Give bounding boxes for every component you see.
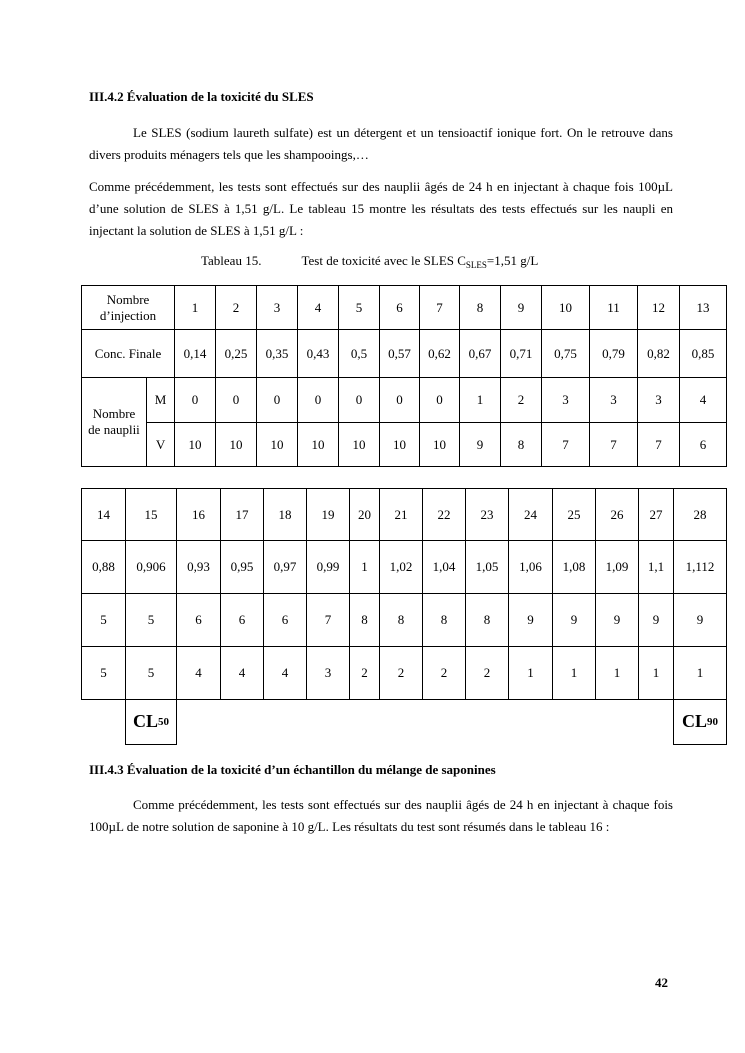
concentration-cell: 0,906 <box>126 541 177 594</box>
mort-row <box>82 378 727 423</box>
mort-label: M <box>147 378 175 423</box>
concentration-cell: 1,05 <box>466 541 509 594</box>
injection-cell: 13 <box>680 286 727 330</box>
injection-cell: 18 <box>264 489 307 541</box>
concentration-cell: 0,14 <box>175 330 216 378</box>
vivant-cell: 4 <box>177 647 221 700</box>
concentration-cell: 0,5 <box>339 330 380 378</box>
injection-cell: 3 <box>257 286 298 330</box>
vivant-cell: 1 <box>639 647 674 700</box>
mort-cell: 8 <box>466 594 509 647</box>
concentration-cell: 0,79 <box>590 330 638 378</box>
concentration-cell: 0,25 <box>216 330 257 378</box>
vivant-cell: 1 <box>596 647 639 700</box>
mort-cell: 7 <box>307 594 350 647</box>
vivant-cell: 10 <box>216 423 257 467</box>
vivant-cell: 7 <box>638 423 680 467</box>
injection-cell: 24 <box>509 489 553 541</box>
injection-cell: 16 <box>177 489 221 541</box>
mort-row <box>82 594 727 647</box>
caption-label: Tableau 15. <box>201 253 262 268</box>
injection-cell: 1 <box>175 286 216 330</box>
mort-cell: 8 <box>423 594 466 647</box>
injection-cell: 4 <box>298 286 339 330</box>
mort-cell: 4 <box>680 378 727 423</box>
vivant-label: V <box>147 423 175 467</box>
vivant-row <box>82 647 727 700</box>
mort-cell: 6 <box>177 594 221 647</box>
mort-cell: 2 <box>501 378 542 423</box>
mort-cell: 6 <box>264 594 307 647</box>
concentration-cell: 0,85 <box>680 330 727 378</box>
concentration-cell: 0,62 <box>420 330 460 378</box>
cl90-marker: CL 90 <box>673 699 727 745</box>
paragraph-sles-method: Comme précédemment, les tests sont effectués sur des nauplii âgés de 24 h en injectant à chaque fois 100µL d’une solution de SLES à 1,51 g/L. Le tableau 15 montre les résultats des tests effectués sur les naupli en injectant la solution de SLES à 1,51 g/L : <box>89 179 673 238</box>
toxicity-table-part1 <box>81 285 727 467</box>
mort-cell: 9 <box>553 594 596 647</box>
vivant-cell: 2 <box>380 647 423 700</box>
concentration-cell: 0,88 <box>82 541 126 594</box>
mort-cell: 0 <box>420 378 460 423</box>
injection-cell: 17 <box>221 489 264 541</box>
injection-cell: 15 <box>126 489 177 541</box>
mort-cell: 5 <box>126 594 177 647</box>
concentration-cell: 0,43 <box>298 330 339 378</box>
concentration-header: Conc. Finale <box>82 330 175 378</box>
caption-subscript: SLES <box>465 260 487 270</box>
concentration-cell: 0,99 <box>307 541 350 594</box>
mort-cell: 9 <box>639 594 674 647</box>
mort-cell: 0 <box>380 378 420 423</box>
vivant-cell: 7 <box>590 423 638 467</box>
page-number: 42 <box>655 975 668 990</box>
vivant-cell: 7 <box>542 423 590 467</box>
mort-cell: 9 <box>509 594 553 647</box>
concentration-cell: 1,1 <box>639 541 674 594</box>
injection-cell: 19 <box>307 489 350 541</box>
injection-cell: 23 <box>466 489 509 541</box>
concentration-cell: 0,67 <box>460 330 501 378</box>
mort-cell: 1 <box>460 378 501 423</box>
mort-cell: 9 <box>674 594 727 647</box>
injection-cell: 14 <box>82 489 126 541</box>
vivant-cell: 10 <box>175 423 216 467</box>
concentration-row <box>82 541 727 594</box>
concentration-cell: 0,57 <box>380 330 420 378</box>
section-heading-sles: III.4.2 Évaluation de la toxicité du SLES <box>89 89 314 104</box>
injection-header: Nombre d’injection <box>82 286 175 330</box>
mort-cell: 0 <box>257 378 298 423</box>
concentration-cell: 1 <box>350 541 380 594</box>
mort-cell: 3 <box>590 378 638 423</box>
vivant-cell: 9 <box>460 423 501 467</box>
injection-cell: 9 <box>501 286 542 330</box>
vivant-cell: 5 <box>82 647 126 700</box>
injection-cell: 28 <box>674 489 727 541</box>
injection-cell: 26 <box>596 489 639 541</box>
vivant-cell: 1 <box>674 647 727 700</box>
concentration-cell: 0,35 <box>257 330 298 378</box>
concentration-cell: 1,06 <box>509 541 553 594</box>
caption-tail: =1,51 g/L <box>486 253 539 268</box>
injection-cell: 22 <box>423 489 466 541</box>
concentration-cell: 1,09 <box>596 541 639 594</box>
injection-cell: 10 <box>542 286 590 330</box>
vivant-cell: 10 <box>420 423 460 467</box>
mort-cell: 0 <box>298 378 339 423</box>
injection-row <box>82 286 727 330</box>
caption-text: Test de toxicité avec le SLES C <box>301 253 466 268</box>
vivant-cell: 6 <box>680 423 727 467</box>
mort-cell: 0 <box>175 378 216 423</box>
injection-cell: 2 <box>216 286 257 330</box>
injection-cell: 12 <box>638 286 680 330</box>
vivant-row <box>82 423 727 467</box>
vivant-cell: 4 <box>264 647 307 700</box>
injection-cell: 25 <box>553 489 596 541</box>
vivant-cell: 1 <box>553 647 596 700</box>
paragraph-saponines-method: Comme précédemment, les tests sont effectués sur des nauplii âgés de 24 h en injectant à chaque fois 100µL de notre solution de saponine à 10 g/L. Les résultats du test sont résumés dans le tableau 16 : <box>89 797 673 834</box>
vivant-cell: 8 <box>501 423 542 467</box>
section-heading-saponines: III.4.3 Évaluation de la toxicité d’un échantillon du mélange de saponines <box>89 762 496 777</box>
injection-cell: 8 <box>460 286 501 330</box>
cl50-marker: CL 50 <box>125 699 177 745</box>
injection-cell: 21 <box>380 489 423 541</box>
mort-cell: 8 <box>380 594 423 647</box>
mort-cell: 5 <box>82 594 126 647</box>
concentration-cell: 1,04 <box>423 541 466 594</box>
nauplii-header: Nombre de nauplii <box>82 378 147 467</box>
mort-cell: 8 <box>350 594 380 647</box>
toxicity-table-part2 <box>81 488 727 700</box>
paragraph-sles-intro: Le SLES (sodium laureth sulfate) est un détergent et un tensioactif ionique fort. On le retrouve dans divers produits ménagers tels que les shampooings,… <box>89 125 673 162</box>
vivant-cell: 3 <box>307 647 350 700</box>
table-caption <box>201 253 538 269</box>
mort-cell: 9 <box>596 594 639 647</box>
vivant-cell: 10 <box>339 423 380 467</box>
injection-cell: 7 <box>420 286 460 330</box>
mort-cell: 0 <box>216 378 257 423</box>
mort-cell: 0 <box>339 378 380 423</box>
concentration-cell: 0,97 <box>264 541 307 594</box>
concentration-row <box>82 330 727 378</box>
concentration-cell: 1,02 <box>380 541 423 594</box>
vivant-cell: 2 <box>423 647 466 700</box>
mort-cell: 3 <box>542 378 590 423</box>
concentration-cell: 1,08 <box>553 541 596 594</box>
concentration-cell: 0,71 <box>501 330 542 378</box>
concentration-cell: 1,112 <box>674 541 727 594</box>
vivant-cell: 10 <box>298 423 339 467</box>
vivant-cell: 1 <box>509 647 553 700</box>
vivant-cell: 10 <box>380 423 420 467</box>
injection-row <box>82 489 727 541</box>
concentration-cell: 0,93 <box>177 541 221 594</box>
injection-cell: 20 <box>350 489 380 541</box>
injection-cell: 5 <box>339 286 380 330</box>
injection-cell: 11 <box>590 286 638 330</box>
concentration-cell: 0,75 <box>542 330 590 378</box>
vivant-cell: 4 <box>221 647 264 700</box>
injection-cell: 6 <box>380 286 420 330</box>
vivant-cell: 2 <box>350 647 380 700</box>
cl90-label: CL <box>681 711 707 731</box>
vivant-cell: 2 <box>466 647 509 700</box>
concentration-cell: 0,82 <box>638 330 680 378</box>
concentration-cell: 0,95 <box>221 541 264 594</box>
vivant-cell: 10 <box>257 423 298 467</box>
cl50-label: CL <box>132 711 158 731</box>
vivant-cell: 5 <box>126 647 177 700</box>
mort-cell: 6 <box>221 594 264 647</box>
mort-cell: 3 <box>638 378 680 423</box>
injection-cell: 27 <box>639 489 674 541</box>
